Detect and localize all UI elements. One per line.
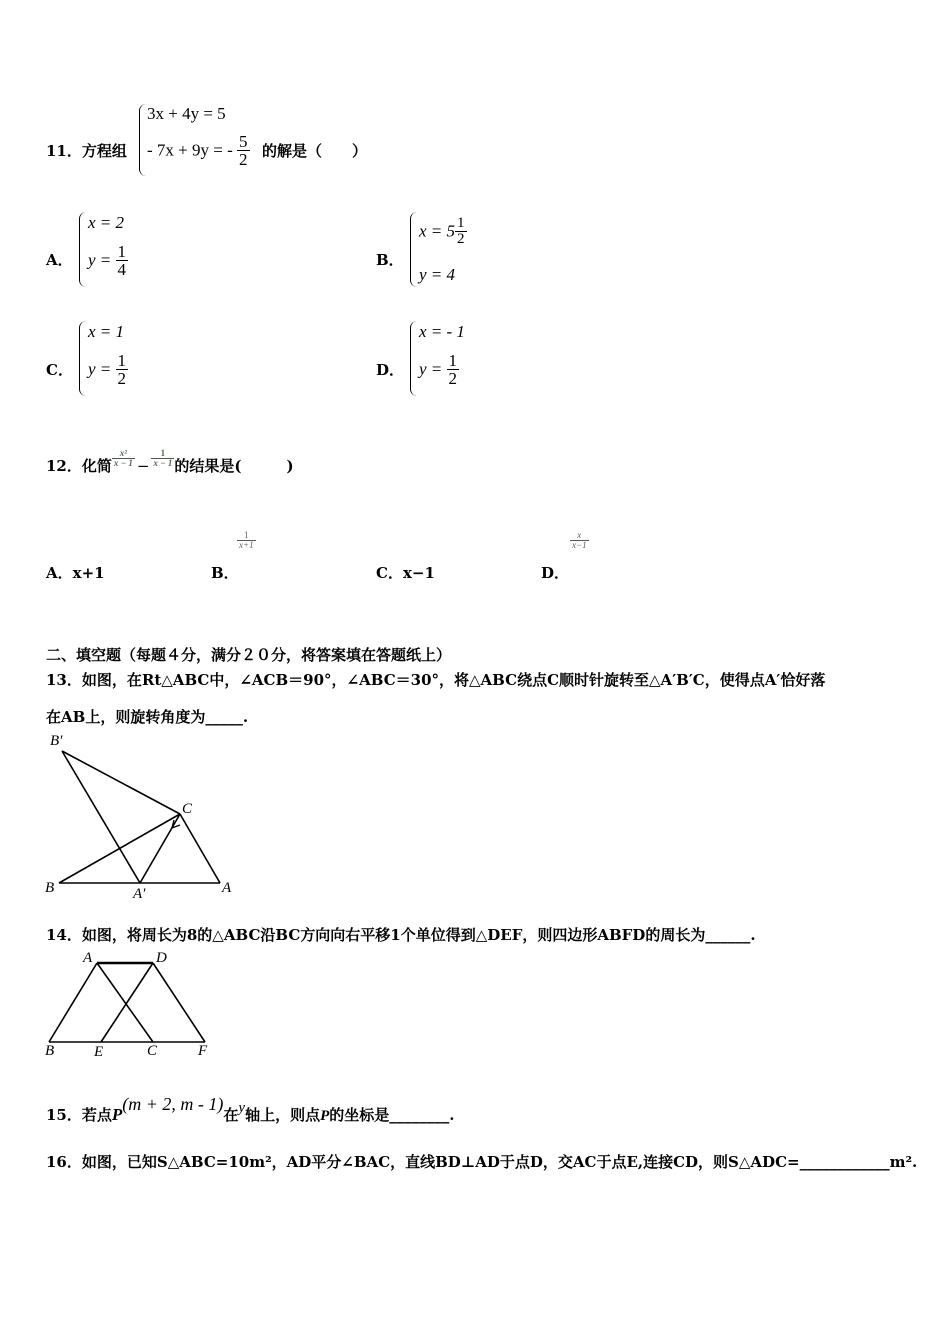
q11-option-d-x: x = - 1 bbox=[419, 322, 465, 341]
q13-label-c: C bbox=[182, 801, 193, 817]
q15-y-axis: y bbox=[238, 1100, 246, 1116]
q11-option-a-x: x = 2 bbox=[88, 213, 125, 232]
q11-option-c-y: y = $\frac{1}{2}$ bbox=[88, 351, 127, 388]
q11-option-a-label[interactable]: A． bbox=[46, 251, 73, 269]
q12-option-a[interactable]: A．x+1 bbox=[46, 564, 105, 582]
q12-option-b-frac: $\frac{1}{x+1}$ bbox=[239, 530, 254, 550]
q14-text: 14．如图，将周长为8的△ABC沿BC方向向右平移1个单位得到△DEF，则四边形ABFD的周长为______. bbox=[46, 926, 756, 944]
q12-option-d-label[interactable]: D． bbox=[541, 564, 570, 582]
q13-line1: 13．如图，在Rt△ABC中，∠ACB＝90°，∠ABC＝30°，将△ABC绕点C顺时针旋转至△A′B′C，使得点A′恰好落 bbox=[46, 671, 826, 689]
q13-line2: 在AB上，则旋转角度为_____. bbox=[46, 708, 249, 726]
q15-coord: (m + 2, m - 1) bbox=[122, 1094, 224, 1114]
q15-text: 15．若点P(m + 2, m - 1)在y轴上，则点P的坐标是________. bbox=[46, 1094, 455, 1124]
q14-label-f: F bbox=[198, 1043, 208, 1059]
q11-option-c-x: x = 1 bbox=[88, 322, 125, 341]
q13-label-a: A bbox=[222, 880, 232, 896]
q11-option-c-label[interactable]: C． bbox=[46, 361, 73, 379]
q11-option-b-x: x = 5 $\frac{1}{2}$ bbox=[419, 215, 465, 247]
q13-label-b: B bbox=[45, 880, 55, 896]
q11-option-d-y: y = $\frac{1}{2}$ bbox=[419, 351, 458, 388]
q16-text: 16．如图，已知S△ABC=10m²，AD平分∠BAC，直线BD⊥AD于点D，交AC于点E,连接CD，则S△ADC=____________m². bbox=[46, 1153, 918, 1171]
q13-label-aprime: A′ bbox=[133, 886, 146, 902]
q11-option-a-y: y = $\frac{1}{4}$ bbox=[88, 242, 127, 279]
q12-option-c[interactable]: C．x−1 bbox=[376, 564, 435, 582]
q13-label-bprime: B′ bbox=[50, 733, 63, 749]
section-heading: 二、填空题（每题４分，满分２０分，将答案填在答题纸上） bbox=[46, 646, 452, 664]
q14-label-a: A bbox=[83, 950, 93, 966]
q14-label-d: D bbox=[156, 950, 167, 966]
q11-option-d-label[interactable]: D． bbox=[376, 361, 405, 379]
q11-tail: 的解是（ ） bbox=[262, 142, 368, 160]
q14-label-e: E bbox=[94, 1044, 104, 1060]
segment-DF bbox=[153, 963, 205, 1042]
q12-stem: 12．化简 $\frac{\text{x²}}{x - 1}$ − $\frac{1}{x - 1}$ 的结果是( ) bbox=[46, 448, 294, 475]
q14-label-b: B bbox=[45, 1043, 55, 1059]
segment-AB bbox=[49, 963, 97, 1042]
q11-eq1: 3x + 4y = 5 bbox=[147, 104, 226, 123]
q11-stem: 11．方程组 bbox=[46, 142, 127, 160]
q11-option-b-label[interactable]: B． bbox=[376, 251, 404, 269]
q11-eq2: - 7x + 9y = - $\frac{5}{2}$ bbox=[147, 132, 248, 169]
q12-option-b-label[interactable]: B． bbox=[211, 564, 239, 582]
q11-option-b-y: y = 4 bbox=[419, 265, 456, 284]
q14-label-c: C bbox=[147, 1043, 158, 1059]
q12-option-d-frac: $\frac{x}{x-1}$ bbox=[572, 530, 587, 550]
